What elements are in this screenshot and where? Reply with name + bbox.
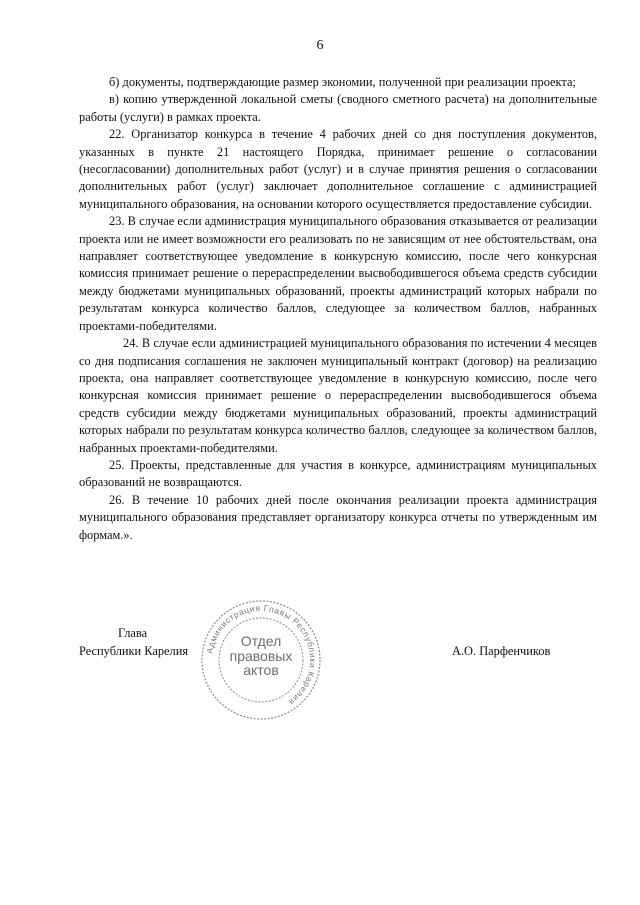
stamp-line-3: актов <box>243 662 279 678</box>
paragraph-b: б) документы, подтверждающие размер экономии, полученной при реализации проекта; <box>109 75 576 89</box>
stamp-center-text <box>199 634 323 678</box>
paragraph-23: 23. В случае если администрация муниципального образования отказывается от реализации проекта или не имеет возможности его реализовать по не зависящим от нее обстоятельствам, она направляет соответствующее уведомление в конкурсную комиссию, после чего конкурсная комиссия принимает решение о перераспределении высвободившегося объема средств субсидии между бюджетами муниципальных образований, проекты администраций которых набрали по результатам конкурса количество баллов, следующее за количеством баллов, набранных проектами-победителями. <box>79 214 597 333</box>
paragraph-25: 25. Проекты, представленные для участия в конкурсе, администрациям муниципальных образований не возвращаются. <box>79 457 597 490</box>
page-number: 6 <box>316 38 324 53</box>
signatory-name: А.О. Парфенчиков <box>452 644 551 658</box>
paragraph-26: 26. В течение 10 рабочих дней после окончания реализации проекта администрация муниципального образования представляет организатору конкурса отчеты по утвержденным им формам.». <box>79 492 597 542</box>
stamp-line-2: правовых <box>229 647 293 664</box>
stamp-line-1: Отдел <box>240 633 282 649</box>
document-body <box>79 74 597 544</box>
paragraph-24: 24. В случае если администрацией муниципального образования по истечении 4 месяцев со дня подписания соглашения не заключен муниципальный контракт (договор) на реализацию проекта, она направляет соответствующее уведомление в конкурсную комиссию, после чего конкурсная комиссия принимает решение о перераспределении высвободившегося объема средств субсидии между бюджетами муниципальных образований, проекты администраций которых набрали по результатам конкурса количество баллов, следующее за количеством баллов, набранных проектами-победителями. <box>79 336 597 455</box>
signature-title: Глава <box>118 626 148 640</box>
stamp-ring-text: Администрация Главы Республики Карелия <box>204 602 319 708</box>
paragraph-v: в) копию утвержденной локальной сметы (сводного сметного расчета) на дополнительные работы (услуги) в рамках проекта. <box>79 92 597 124</box>
paragraph-22: 22. Организатор конкурса в течение 4 рабочих дней со дня поступления документов, указанных в пункте 21 настоящего Порядка, принимает решение о согласовании (несогласовании) дополнительных работ (услуг) и в случае принятия решения о согласовании дополнительных работ (услуг) заключает дополнительное соглашение с администрацией муниципального образования, на основании которого осуществляется предоставление субсидии. <box>79 127 597 211</box>
signature-organization: Республики Карелия <box>79 644 189 658</box>
